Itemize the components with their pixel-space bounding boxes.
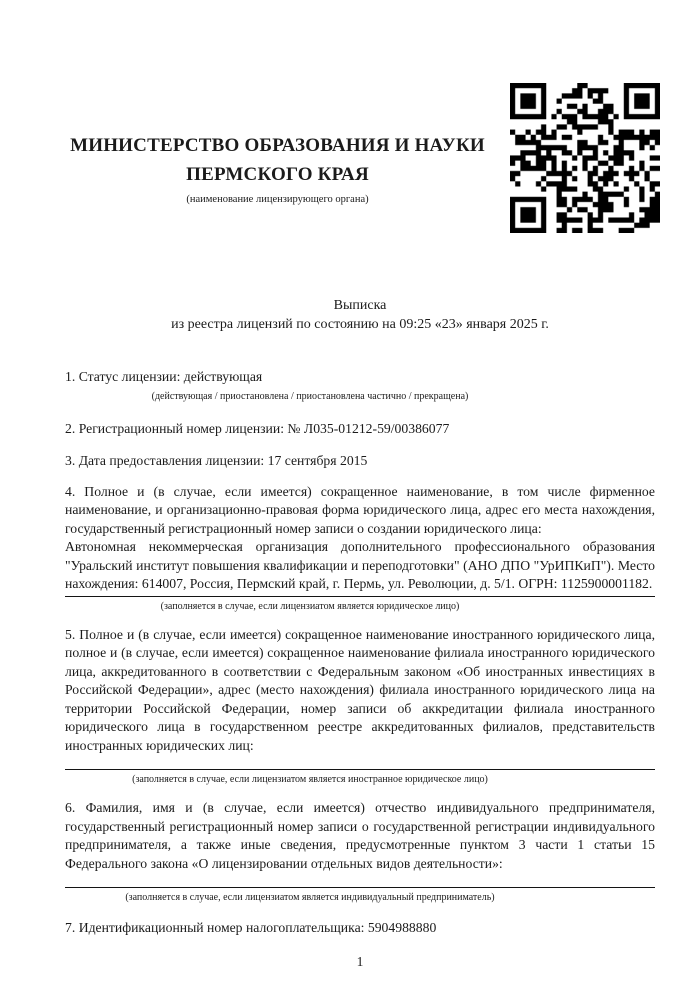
item-grant-date: 3. Дата предоставления лицензии: 17 сентября 2015 xyxy=(65,453,368,468)
document-title-line1: Выписка xyxy=(333,298,387,313)
document-title-line2: из реестра лицензий по состоянию на 09:25 «23» января 2025 г. xyxy=(171,317,549,332)
ministry-name xyxy=(65,131,490,189)
item-legal-entity-label: 4. Полное и (в случае, если имеется) сокращенное наименование, в том числе фирменное наименование, и организационно-правовая форма юридического лица, адрес его места нахождения, государственный регистрационный номер записи о создании юридического лица: xyxy=(65,483,655,536)
ministry-name-line1: МИНИСТЕРСТВО ОБРАЗОВАНИЯ И НАУКИ xyxy=(70,135,485,156)
authority-caption: (наименование лицензирующего органа) xyxy=(186,194,369,205)
document-title xyxy=(65,296,655,334)
item-individual-entrepreneur-note: (заполняется в случае, если лицензиатом является индивидуальный предприниматель) xyxy=(125,892,495,903)
item-registration-number: 2. Регистрационный номер лицензии: № Л035-01212-59/00386077 xyxy=(65,420,450,436)
item-foreign-entity-note: (заполняется в случае, если лицензиатом является иностранное юридическое лицо) xyxy=(132,774,488,785)
item-foreign-entity: 5. Полное и (в случае, если имеется) сокращенное наименование иностранного юридического лица, полное и (в случае, если имеется) сокращенное наименование филиала иностранного юридического лица, аккредитованного в соответствии с Федеральным законом «Об иностранных инвестициях в Российской Федерации», адрес (место нахождения) филиала иностранного юридического лица на территории Российской Федерации, номер записи об аккредитации филиала иностранного юридического лица в государственном реестре аккредитованных филиалов, представительств иностранных юридических лиц: xyxy=(65,626,655,753)
licensing-authority-header xyxy=(65,131,490,206)
page-number: 1 xyxy=(356,953,364,969)
item-license-status: 1. Статус лицензии: действующая xyxy=(65,369,263,384)
item-taxpayer-number: 7. Идентификационный номер налогоплательщика: 5904988880 xyxy=(65,920,437,935)
item-license-status-note: (действующая / приостановлена / приостановлена частично / прекращена) xyxy=(151,390,469,402)
document-body xyxy=(65,296,655,970)
qr-code-icon xyxy=(510,83,660,233)
field-underline xyxy=(65,769,655,770)
item-legal-entity-note: (заполняется в случае, если лицензиатом является юридическое лицо) xyxy=(160,600,460,612)
ministry-name-line2: ПЕРМСКОГО КРАЯ xyxy=(186,164,369,185)
item-legal-entity xyxy=(65,483,655,594)
field-underline xyxy=(65,887,655,888)
item-legal-entity-value: Автономная некоммерческая организация дополнительного профессионального образования "Уральский институт повышения квалификации и переподготовки" (АНО ДПО "УрИПКиП"). Место нахождения: 614007, Россия, Пермский край, г. Пермь, ул. Революции, д. 5/1. ОГРН: 1125900001182. xyxy=(65,539,655,591)
item-individual-entrepreneur: 6. Фамилия, имя и (в случае, если имеется) отчество индивидуального предпринимателя, государственный регистрационный номер записи о государственной регистрации индивидуального предпринимателя, а также иные сведения, предусмотренные пунктом 3 части 1 статьи 15 Федерального закона «О лицензировании отдельных видов деятельности»: xyxy=(65,800,655,871)
field-underline xyxy=(65,596,655,597)
